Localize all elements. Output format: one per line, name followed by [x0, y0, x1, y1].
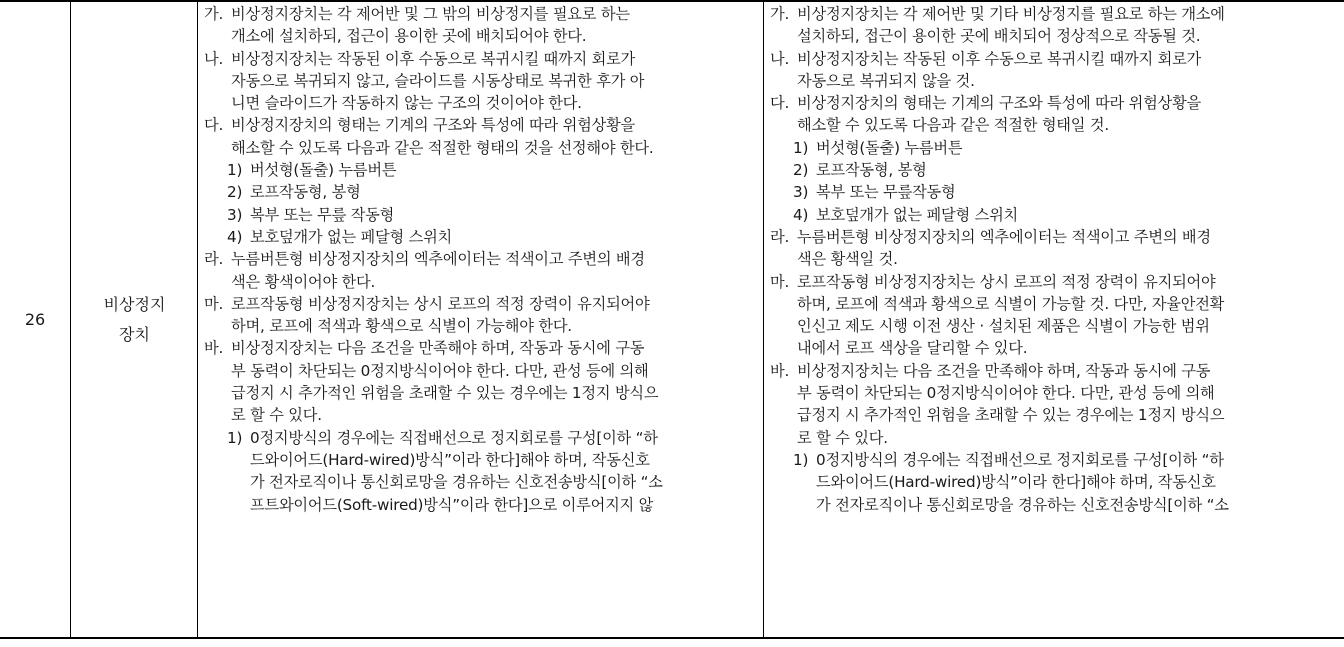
text-line: 로 할 수 있다. — [797, 428, 888, 447]
clause-item — [204, 293, 756, 338]
clause-item — [770, 3, 1334, 48]
item-marker: 다. — [770, 94, 790, 113]
row-title-line: 장치 — [119, 324, 150, 344]
text-line: 누름버튼형 비상정지장치의 엑추에이터는 적색이고 주변의 배경 — [797, 227, 1211, 246]
sub-item — [204, 159, 756, 181]
text-line: 비상정지장치는 각 제어반 및 기타 비상정지를 필요로 하는 개소에 — [797, 5, 1225, 23]
item-marker: 라. — [204, 250, 224, 269]
row-title-line: 비상정지 — [103, 294, 166, 314]
sub-item — [204, 427, 756, 516]
text-line: 0정지방식의 경우에는 직접배선으로 정지회로를 구성[이하 “하 — [250, 428, 658, 447]
text-line: 복부 또는 무릎작동형 — [816, 183, 956, 202]
text-line: 급정지 시 추가적인 위험을 초래할 수 있는 경우에는 1정지 방식으 — [231, 384, 659, 403]
item-marker: 바. — [770, 361, 790, 380]
item-marker: 3) — [227, 205, 243, 224]
text-line: 버섯형(돌출) 누름버튼 — [816, 138, 963, 157]
current-standard-column — [198, 2, 762, 637]
text-line: 자동으로 복귀되지 않을 것. — [797, 71, 975, 90]
text-line: 부 동력이 차단되는 0정지방식이어야 한다. 다만, 관성 등에 의해 — [797, 384, 1215, 403]
item-marker: 마. — [204, 294, 224, 313]
sub-item — [204, 226, 756, 248]
text-line: 보호덮개가 없는 페달형 스위치 — [250, 227, 453, 246]
row-number: 26 — [24, 310, 46, 329]
text-line: 해소할 수 있도록 다음과 같은 적절한 형태일 것. — [797, 116, 1109, 135]
text-line: 해소할 수 있도록 다음과 같은 적절한 형태의 것을 선정해야 한다. — [231, 138, 654, 157]
text-line: 로 할 수 있다. — [231, 406, 322, 425]
text-line: 부 동력이 차단되는 0정지방식이어야 한다. 다만, 관성 등에 의해 — [231, 361, 649, 380]
text-line: 색은 황색일 것. — [797, 250, 898, 269]
text-line: 하며, 로프에 적색과 황색으로 식별이 가능할 것. 다만, 자율안전확 — [797, 294, 1225, 313]
text-line: 니면 슬라이드가 작동하지 않는 구조의 것이어야 한다. — [231, 94, 582, 113]
item-marker: 3) — [793, 183, 809, 202]
item-marker: 마. — [770, 272, 790, 291]
item-marker: 나. — [770, 49, 790, 68]
sub-item — [770, 137, 1334, 159]
sub-item — [770, 181, 1334, 203]
clause-item — [204, 248, 756, 293]
text-line: 색은 황색이어야 한다. — [231, 272, 376, 291]
row-title-cell — [71, 2, 198, 637]
clause-item — [770, 360, 1334, 449]
text-line: 복부 또는 무릎 작동형 — [250, 205, 395, 224]
text-line: 로프작동형 비상정지장치는 상시 로프의 적정 장력이 유지되어야 — [797, 272, 1216, 291]
text-line: 드와이어드(Hard-wired)방식”이라 한다]해야 하며, 작동신호 — [816, 473, 1216, 492]
text-line: 로프작동형, 봉형 — [816, 161, 927, 180]
text-line: 급정지 시 추가적인 위험을 초래할 수 있는 경우에는 1정지 방식으 — [797, 406, 1225, 425]
text-line: 비상정지장치는 다음 조건을 만족해야 하며, 작동과 동시에 구동 — [797, 361, 1211, 380]
text-line: 비상정지장치의 형태는 기계의 구조와 특성에 따라 위험상황을 — [797, 94, 1202, 113]
item-marker: 나. — [204, 49, 224, 68]
text-line: 드와이어드(Hard-wired)방식”이라 한다]해야 하며, 작동신호 — [250, 450, 650, 469]
sub-item — [770, 159, 1334, 181]
text-line: 개소에 설치하되, 접근이 용이한 곳에 배치되어야 한다. — [231, 27, 587, 46]
item-marker: 4) — [793, 205, 809, 224]
text-line: 인신고 제도 시행 이전 생산 · 설치된 제품은 식별이 가능한 범위 — [797, 317, 1210, 336]
text-line: 가 전자로직이나 통신회로망을 경유하는 신호전송방식[이하 “소 — [816, 495, 1229, 514]
text-line: 누름버튼형 비상정지장치의 엑추에이터는 적색이고 주변의 배경 — [231, 250, 645, 269]
item-marker: 1) — [227, 161, 243, 180]
text-line: 비상정지장치는 각 제어반 및 그 밖의 비상정지를 필요로 하는 — [231, 5, 630, 23]
text-line: 보호덮개가 없는 페달형 스위치 — [816, 205, 1019, 224]
text-line: 가 전자로직이나 통신회로망을 경유하는 신호전송방식[이하 “소 — [250, 473, 663, 492]
sub-item — [204, 181, 756, 203]
item-marker: 가. — [204, 5, 224, 23]
clause-item — [770, 92, 1334, 137]
item-marker: 4) — [227, 227, 243, 246]
text-line: 비상정지장치는 다음 조건을 만족해야 하며, 작동과 동시에 구동 — [231, 339, 645, 358]
item-marker: 2) — [793, 161, 809, 180]
text-line: 버섯형(돌출) 누름버튼 — [250, 161, 397, 180]
clause-item — [204, 48, 756, 115]
item-marker: 라. — [770, 227, 790, 246]
text-line: 비상정지장치는 작동된 이후 수동으로 복귀시킬 때까지 회로가 — [231, 49, 636, 68]
text-line: 0정지방식의 경우에는 직접배선으로 정지회로를 구성[이하 “하 — [816, 450, 1224, 469]
item-marker: 가. — [770, 5, 790, 23]
text-line: 로프작동형, 봉형 — [250, 183, 361, 202]
text-line: 자동으로 복귀되지 않고, 슬라이드를 시동상태로 복귀한 후가 아 — [231, 71, 645, 90]
text-line: 비상정지장치의 형태는 기계의 구조와 특성에 따라 위험상황을 — [231, 116, 636, 135]
sub-item — [204, 204, 756, 226]
sub-item — [770, 204, 1334, 226]
text-line: 비상정지장치는 작동된 이후 수동으로 복귀시킬 때까지 회로가 — [797, 49, 1202, 68]
clause-item — [770, 271, 1334, 360]
item-marker: 1) — [793, 138, 809, 157]
clause-item — [204, 3, 756, 48]
clause-item — [770, 226, 1334, 271]
item-marker: 1) — [793, 450, 809, 469]
text-line: 하며, 로프에 적색과 황색으로 식별이 가능해야 한다. — [231, 317, 572, 336]
clause-item — [204, 337, 756, 426]
item-marker: 2) — [227, 183, 243, 202]
sub-item — [770, 449, 1334, 516]
text-line: 로프작동형 비상정지장치는 상시 로프의 적정 장력이 유지되어야 — [231, 294, 650, 313]
clause-item — [770, 48, 1334, 93]
text-line: 설치하되, 접근이 용이한 곳에 배치되어 정상적으로 작동될 것. — [797, 27, 1201, 46]
row-number-cell — [0, 2, 70, 637]
item-marker: 1) — [227, 428, 243, 447]
clause-item — [204, 114, 756, 159]
revised-standard-column — [764, 2, 1340, 637]
text-line: 내에서 로프 색상을 달리할 수 있다. — [797, 339, 1028, 358]
item-marker: 바. — [204, 339, 224, 358]
item-marker: 다. — [204, 116, 224, 135]
text-line: 프트와이어드(Soft-wired)방식”이라 한다]으로 이루어지지 않 — [250, 495, 654, 514]
table-bottom-rule — [0, 637, 1344, 639]
